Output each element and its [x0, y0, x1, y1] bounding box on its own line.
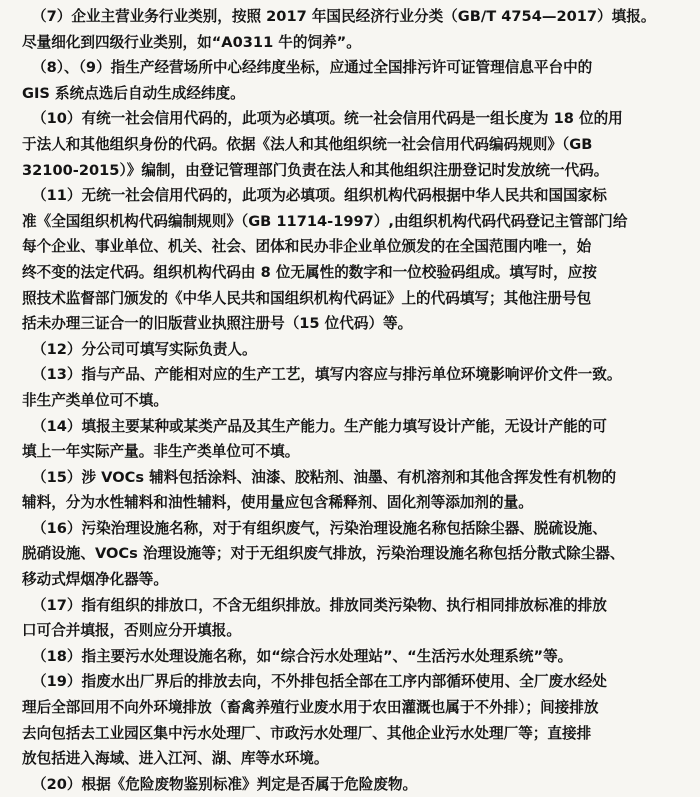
note-12	[22, 337, 682, 363]
note-line: 辅料，分为水性辅料和油性辅料，使用量应包含稀释剂、固化剂等添加剂的量。	[22, 494, 533, 512]
note-18	[22, 644, 682, 670]
note-line: （16）污染治理设施名称，对于有组织废气，污染治理设施名称包括除尘器、脱硫设施、	[32, 519, 607, 537]
note-line: 填上一年实际产量。非生产类单位可不填。	[22, 443, 300, 461]
note-11	[22, 183, 682, 337]
note-line: （15）涉 VOCs 辅料包括涂料、油漆、胶粘剂、油墨、有机溶剂和其他含挥发性有机物的	[32, 468, 617, 486]
note-line: 移动式焊烟净化器等。	[22, 571, 168, 589]
note-20	[22, 772, 682, 797]
note-13	[22, 362, 682, 413]
note-line: （12）分公司可填写实际负责人。	[32, 340, 257, 358]
note-line: （14）填报主要某种或某类产品及其生产能力。生产能力填写设计产能，无设计产能的可	[32, 417, 607, 435]
note-line: 尽量细化到四级行业类别，如“A0311 牛的饲养”。	[22, 33, 361, 51]
note-line: （17）指有组织的排放口，不含无组织排放。排放同类污染物、执行相同排放标准的排放	[32, 596, 607, 614]
note-7	[22, 4, 682, 55]
note-line: （8）、（9）指生产经营场所中心经纬度坐标，应通过全国排污许可证管理信息平台中的	[32, 59, 593, 77]
note-line: 口可合并填报，否则应分开填报。	[22, 622, 241, 640]
note-15	[22, 465, 682, 516]
note-17	[22, 593, 682, 644]
note-line: 每个企业、事业单位、机关、社会、团体和民办非企业单位颁发的在全国范围内唯一，始	[22, 238, 592, 256]
note-line: 括未办理三证合一的旧版营业执照注册号（15 位代码）等。	[22, 315, 413, 333]
note-line: 脱硝设施、VOCs 治理设施等；对于无组织废气排放，污染治理设施名称包括分散式除尘器、	[22, 545, 625, 563]
note-16	[22, 516, 682, 593]
note-line: 照技术监督部门颁发的《中华人民共和国组织机构代码证》上的代码填写；其他注册号包	[22, 289, 592, 307]
note-10	[22, 106, 682, 183]
note-line: 32100-2015）》编制，由登记管理部门负责在法人和其他组织注册登记时发放统一代码。	[22, 161, 609, 179]
note-line: （13）指与产品、产能相对应的生产工艺，填写内容应与排污单位环境影响评价文件一致。	[32, 366, 622, 384]
note-line: GIS 系统点选后自动生成经纬度。	[22, 84, 245, 102]
note-line: （20）根据《危险废物鉴别标准》判定是否属于危险废物。	[32, 775, 418, 793]
note-line: （7）企业主营业务行业类别，按照 2017 年国民经济行业分类（GB/T 4754—2017）填报。	[32, 8, 656, 25]
note-line: 理后全部回用不向外环境排放（畜禽养殖行业废水用于农田灌溉也属于不外排）；间接排放	[22, 699, 599, 717]
note-line: 放包括进入海域、进入江河、湖、库等水环境。	[22, 750, 329, 768]
note-8-9	[22, 55, 682, 106]
note-line: 于法人和其他组织身份的代码。依据《法人和其他组织统一社会信用代码编码规则》（GB	[22, 135, 593, 153]
note-line: （18）指主要污水处理设施名称，如“综合污水处理站”、“生活污水处理系统”等。	[32, 647, 573, 665]
note-line: （19）指废水出厂界后的排放去向，不外排包括全部在工序内部循环使用、全厂废水经处	[32, 673, 607, 691]
note-line: （11）无统一社会信用代码的，此项为必填项。组织机构代码根据中华人民共和国国家标	[32, 187, 607, 205]
note-line: 去向包括去工业园区集中污水处理厂、市政污水处理厂、其他企业污水处理厂等；直接排	[22, 724, 592, 742]
note-line: 终不变的法定代码。组织机构代码由 8 位无属性的数字和一位校验码组成。填写时，应按	[22, 263, 597, 281]
note-14	[22, 414, 682, 465]
note-line: 非生产类单位可不填。	[22, 391, 168, 409]
note-line: （10）有统一社会信用代码的，此项为必填项。统一社会信用代码是一组长度为 18 位的用	[32, 110, 623, 128]
note-line: 准《全国组织机构代码编制规则》（GB 11714-1997）,由组织机构代码代码登记主管部门给	[22, 212, 628, 230]
note-19	[22, 669, 682, 771]
